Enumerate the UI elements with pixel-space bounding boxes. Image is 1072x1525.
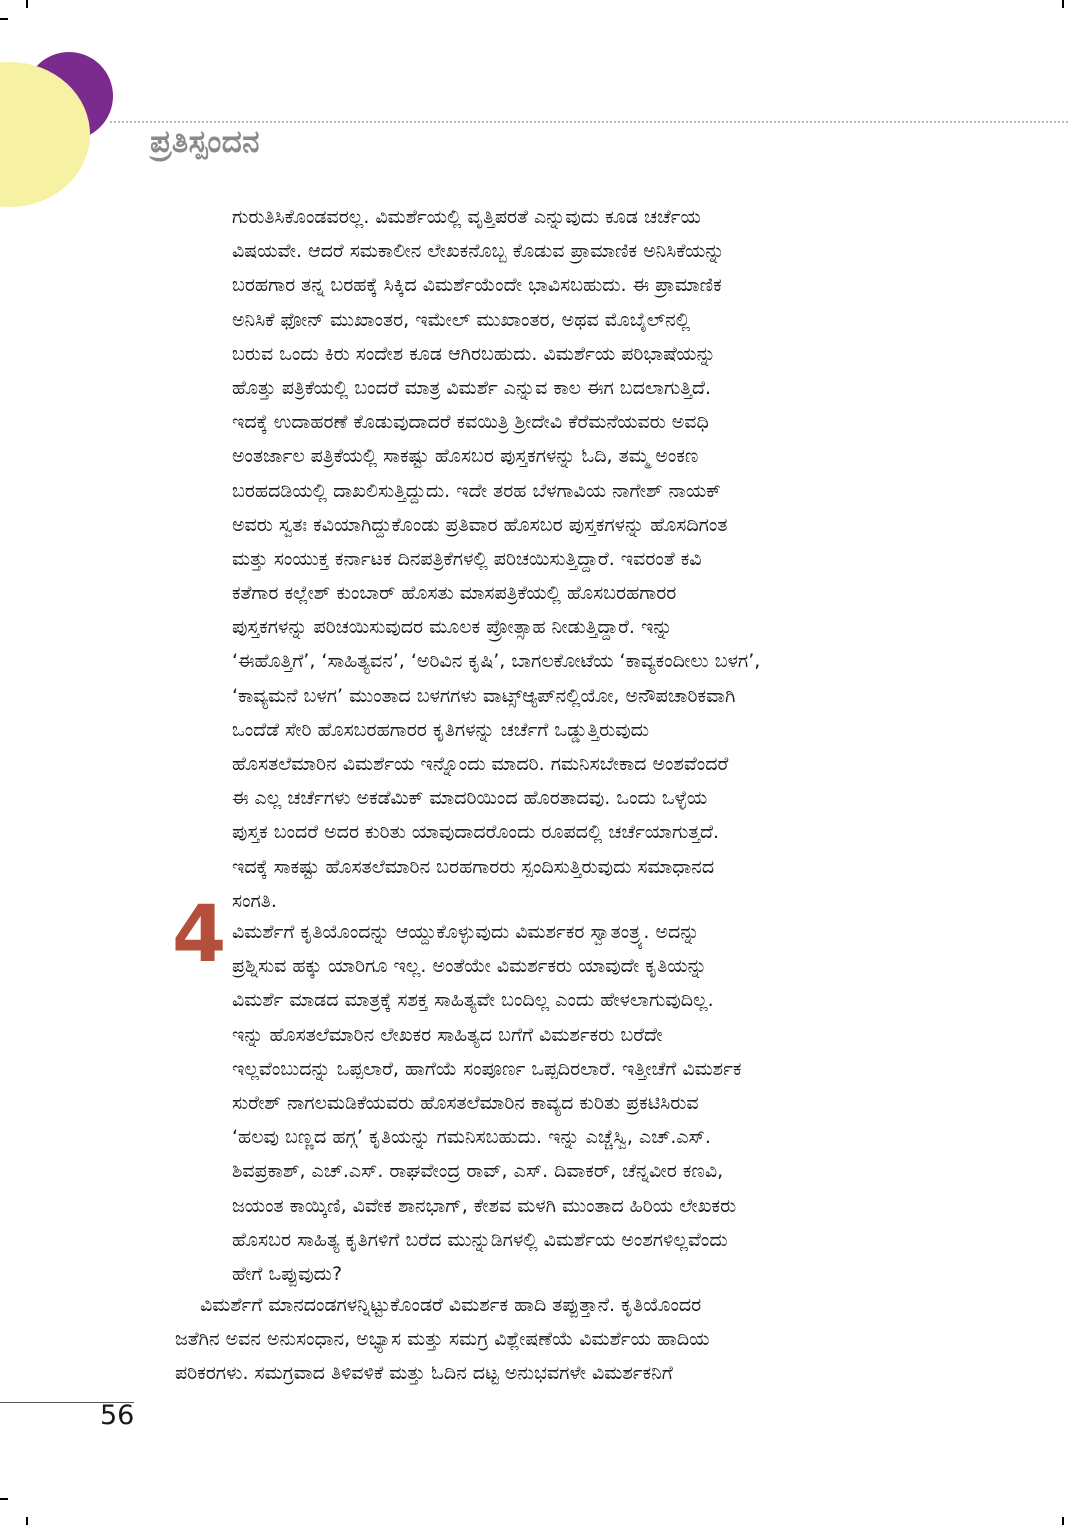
header-dotted-rule <box>110 121 1068 123</box>
crop-mark <box>26 1517 28 1525</box>
paragraph-1 <box>232 200 952 918</box>
text-line: ಇನ್ನು ಹೊಸತಲೆಮಾರಿನ ಲೇಖಕರ ಸಾಹಿತ್ಯದ ಬಗೆಗೆ ವಿಮರ್ಶಕರು ಬರೆದೇ <box>232 1023 663 1046</box>
crop-mark <box>0 1498 8 1500</box>
text-line: ‘ಹಲವು ಬಣ್ಣದ ಹಗ್ಗ’ ಕೃತಿಯನ್ನು ಗಮನಿಸಬಹುದು. ಇನ್ನು ಎಚ್ಚೆಸ್ವಿ, ಎಚ್.ಎಸ್. <box>232 1126 711 1149</box>
text-line: ಪುಸ್ತಕಗಳನ್ನು ಪರಿಚಯಿಸುವುದರ ಮೂಲಕ ಪ್ರೋತ್ಸಾಹ ನೀಡುತ್ತಿದ್ದಾರೆ. ಇನ್ನು <box>232 616 673 639</box>
section-number: 4 <box>172 890 227 980</box>
crop-mark <box>1062 0 1064 8</box>
text-line: ಪುಸ್ತಕ ಬಂದರೆ ಅದರ ಕುರಿತು ಯಾವುದಾದರೊಂದು ರೂಪದಲ್ಲಿ ಚರ್ಚೆಯಾಗುತ್ತದೆ. <box>232 821 720 844</box>
text-line: ವಿಮರ್ಶೆಗೆ ಕೃತಿಯೊಂದನ್ನು ಆಯ್ದುಕೊಳ್ಳುವುದು ವಿಮರ್ಶಕರ ಸ್ವಾತಂತ್ರ್ಯ. ಅದನ್ನು <box>232 921 700 943</box>
section-title: ಪ್ರತಿಸ್ಪಂದನ <box>150 124 261 160</box>
text-line: ಮತ್ತು ಸಂಯುಕ್ತ ಕರ್ನಾಟಕ ದಿನಪತ್ರಿಕೆಗಳಲ್ಲಿ ಪರಿಚಯಿಸುತ್ತಿದ್ದಾರೆ. ಇವರಂತೆ ಕವಿ <box>232 547 702 570</box>
crop-mark <box>26 0 28 8</box>
text-line: ಜತೆಗಿನ ಅವನ ಅನುಸಂಧಾನ, ಅಭ್ಯಾಸ ಮತ್ತು ಸಮಗ್ರ ವಿಶ್ಲೇಷಣೆಯೆ ವಿಮರ್ಶೆಯ ಹಾದಿಯ <box>175 1328 710 1351</box>
text-line: ಹೊಸತಲೆಮಾರಿನ ವಿಮರ್ಶೆಯ ಇನ್ನೊಂದು ಮಾದರಿ. ಗಮನಿಸಬೇಕಾದ ಅಂಶವೆಂದರೆ <box>232 753 729 775</box>
text-line: ಜಯಂತ ಕಾಯ್ಕಿಣಿ, ವಿವೇಕ ಶಾನಭಾಗ್, ಕೇಶವ ಮಳಗಿ ಮುಂತಾದ ಹಿರಿಯ ಲೇಖಕರು <box>232 1194 737 1217</box>
paragraph-3 <box>175 1288 955 1391</box>
page-number: 56 <box>100 1400 135 1431</box>
text-line: ಹೇಗೆ ಒಪ್ಪುವುದು? <box>232 1262 343 1285</box>
text-line: ಬರಹದಡಿಯಲ್ಲಿ ದಾಖಲಿಸುತ್ತಿದ್ದುದು. ಇದೇ ತರಹ ಬೆಳಗಾವಿಯ ನಾಗೇಶ್ ನಾಯಕ್ <box>232 479 721 502</box>
text-line: ಹೊತ್ತು ಪತ್ರಿಕೆಯಲ್ಲಿ ಬಂದರೆ ಮಾತ್ರ ವಿಮರ್ಶೆ ಎನ್ನುವ ಕಾಲ ಈಗ ಬದಲಾಗುತ್ತಿದೆ. <box>232 376 712 399</box>
text-line: ಇಲ್ಲವೆಂಬುದನ್ನು ಒಪ್ಪಲಾರೆ, ಹಾಗೆಯೆ ಸಂಪೂರ್ಣ ಒಪ್ಪದಿರಲಾರೆ. ಇತ್ತೀಚೆಗೆ ವಿಮರ್ಶಕ <box>232 1057 742 1080</box>
text-line: ವಿಮರ್ಶೆಗೆ ಮಾನದಂಡಗಳನ್ನಿಟ್ಟುಕೊಂಡರೆ ವಿಮರ್ಶಕ ಹಾದಿ ತಪ್ಪುತ್ತಾನೆ. ಕೃತಿಯೊಂದರ <box>200 1294 702 1316</box>
text-line: ಅನಿಸಿಕೆ ಫೋನ್ ಮುಖಾಂತರ, ಇಮೇಲ್ ಮುಖಾಂತರ, ಅಥವ ಮೊಬೈಲ್‌ನಲ್ಲಿ <box>232 308 691 331</box>
text-line: ಶಿವಪ್ರಕಾಶ್, ಎಚ್.ಎಸ್. ರಾಘವೇಂದ್ರ ರಾವ್, ಎಸ್. ದಿವಾಕರ್, ಚೆನ್ನವೀರ ಕಣವಿ, <box>232 1160 724 1183</box>
paragraph-section-4 <box>232 915 952 1291</box>
text-line: ಅಂತರ್ಜಾಲ ಪತ್ರಿಕೆಯಲ್ಲಿ ಸಾಕಷ್ಟು ಹೊಸಬರ ಪುಸ್ತಕಗಳನ್ನು ಓದಿ, ತಮ್ಮ ಅಂಕಣ <box>232 445 699 468</box>
text-line: ಈ ಎಲ್ಲ ಚರ್ಚೆಗಳು ಅಕಡೆಮಿಕ್ ಮಾದರಿಯಿಂದ ಹೊರತಾದವು. ಒಂದು ಒಳ್ಳೆಯ <box>232 787 708 810</box>
crop-mark <box>1062 1517 1064 1525</box>
text-line: ಇದಕ್ಕೆ ಉದಾಹರಣೆ ಕೊಡುವುದಾದರೆ ಕವಯಿತ್ರಿ ಶ್ರೀದೇವಿ ಕೆರೆಮನೆಯವರು ಅವಧಿ <box>232 411 709 434</box>
text-line: ಪರಿಕರಗಳು. ಸಮಗ್ರವಾದ ತಿಳಿವಳಿಕೆ ಮತ್ತು ಓದಿನ ದಟ್ಟ ಅನುಭವಗಳೇ ವಿಮರ್ಶಕನಿಗೆ <box>175 1362 673 1385</box>
text-line: ಸಂಗತಿ. <box>232 889 277 912</box>
text-line: ವಿಮರ್ಶೆ ಮಾಡದ ಮಾತ್ರಕ್ಕೆ ಸಶಕ್ತ ಸಾಹಿತ್ಯವೇ ಬಂದಿಲ್ಲ ಎಂದು ಹೇಳಲಾಗುವುದಿಲ್ಲ. <box>232 989 714 1012</box>
text-line: ಕತೆಗಾರ ಕಲ್ಲೇಶ್ ಕುಂಬಾರ್ ಹೊಸತು ಮಾಸಪತ್ರಿಕೆಯಲ್ಲಿ ಹೊಸಬರಹಗಾರರ <box>232 582 677 605</box>
text-line: ಪ್ರಶ್ನಿಸುವ ಹಕ್ಕು ಯಾರಿಗೂ ಇಲ್ಲ. ಅಂತೆಯೇ ವಿಮರ್ಶಕರು ಯಾವುದೇ ಕೃತಿಯನ್ನು <box>232 955 707 978</box>
text-line: ಹೊಸಬರ ಸಾಹಿತ್ಯ ಕೃತಿಗಳಿಗೆ ಬರೆದ ಮುನ್ನುಡಿಗಳಲ್ಲಿ ವಿಮರ್ಶೆಯ ಅಂಶಗಳಿಲ್ಲವೆಂದು <box>232 1228 728 1251</box>
text-line: ಬರುವ ಒಂದು ಕಿರು ಸಂದೇಶ ಕೂಡ ಆಗಿರಬಹುದು. ವಿಮರ್ಶೆಯ ಪರಿಭಾಷೆಯನ್ನು <box>232 342 716 365</box>
text-line: ಒಂದೆಡೆ ಸೇರಿ ಹೊಸಬರಹಗಾರರ ಕೃತಿಗಳನ್ನು ಚರ್ಚೆಗೆ ಒಡ್ಡುತ್ತಿರುವುದು <box>232 718 650 741</box>
text-line: ಸುರೇಶ್ ನಾಗಲಮಡಿಕೆಯವರು ಹೊಸತಲೆಮಾರಿನ ಕಾವ್ಯದ ಕುರಿತು ಪ್ರಕಟಿಸಿರುವ <box>232 1091 699 1114</box>
text-line: ಗುರುತಿಸಿಕೊಂಡವರಲ್ಲ. ವಿಮರ್ಶೆಯಲ್ಲಿ ವೃತ್ತಿಪರತೆ ಎನ್ನುವುದು ಕೂಡ ಚರ್ಚೆಯ <box>232 206 701 228</box>
text-line: ‘ಕಾವ್ಯಮನೆ ಬಳಗ’ ಮುಂತಾದ ಬಳಗಗಳು ವಾಟ್ಸ್ಆ್ಯಪ್‌ನಲ್ಲಿಯೋ, ಅನೌಪಚಾರಿಕವಾಗಿ <box>232 684 736 707</box>
text-line: ಬರಹಗಾರ ತನ್ನ ಬರಹಕ್ಕೆ ಸಿಕ್ಕಿದ ವಿಮರ್ಶೆಯೆಂದೇ ಭಾವಿಸಬಹುದು. ಈ ಪ್ರಾಮಾಣಿಕ <box>232 274 722 297</box>
text-line: ‘ಈಹೊತ್ತಿಗೆ’, ‘ಸಾಹಿತ್ಯವನ’, ‘ಅರಿವಿನ ಕೃಷಿ’, ಬಾಗಲಕೋಟೆಯ ‘ಕಾವ್ಯಕಂದೀಲು ಬಳಗ’, <box>232 650 761 673</box>
crop-mark <box>0 18 8 20</box>
text-line: ಇದಕ್ಕೆ ಸಾಕಷ್ಟು ಹೊಸತಲೆಮಾರಿನ ಬರಹಗಾರರು ಸ್ಪಂದಿಸುತ್ತಿರುವುದು ಸಮಾಧಾನದ <box>232 855 715 878</box>
text-line: ವಿಷಯವೇ. ಆದರೆ ಸಮಕಾಲೀನ ಲೇಖಕನೊಬ್ಬ ಕೊಡುವ ಪ್ರಾಮಾಣಿಕ ಅನಿಸಿಕೆಯನ್ನು <box>232 240 725 263</box>
text-line: ಅವರು ಸ್ವತಃ ಕವಿಯಾಗಿದ್ದುಕೊಂಡು ಪ್ರತಿವಾರ ಹೊಸಬರ ಪುಸ್ತಕಗಳನ್ನು ಹೊಸದಿಗಂತ <box>232 513 728 536</box>
